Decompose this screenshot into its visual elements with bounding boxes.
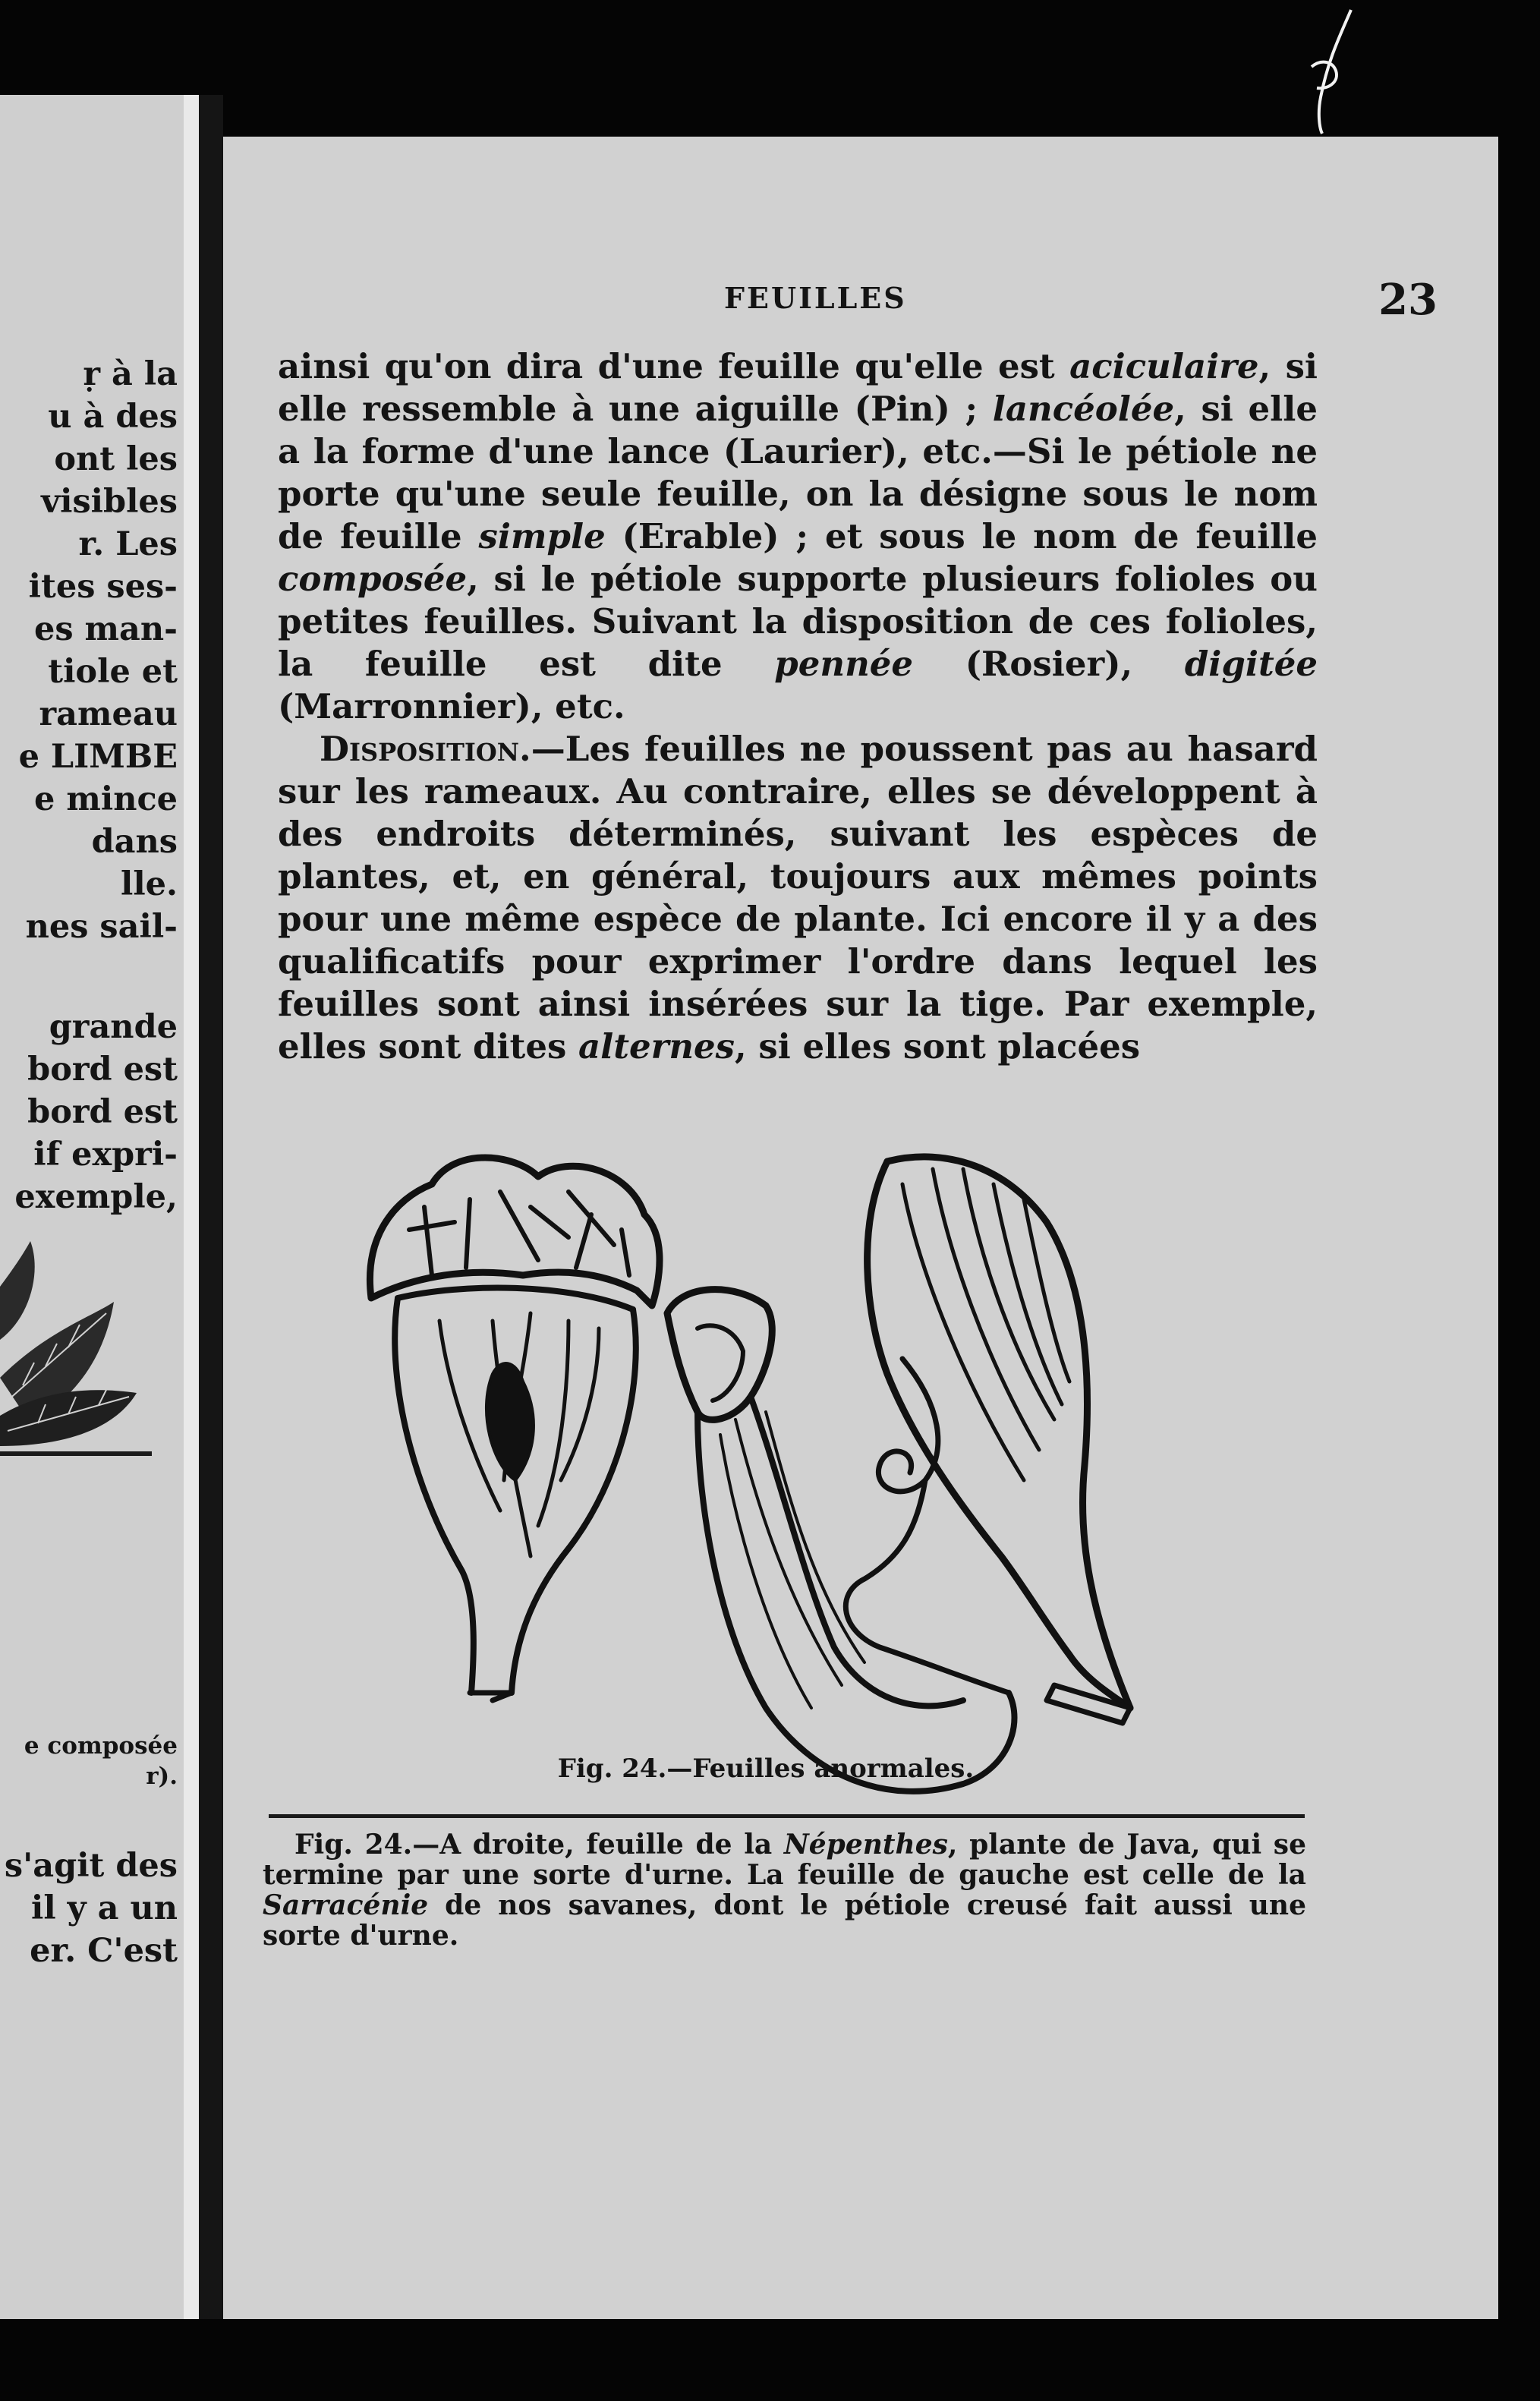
paragraph-disposition: Disposition.—Les feuilles ne poussent pas au hasard sur les rameaux. Au contraire, elles se développent à des endroits déterminés, suivant les espèces de plantes, et, en général, toujours aux mêmes points pour une même espèce de plante. Ici encore il y a des qualificatifs pour exprimer l'ordre dans lequel les feuilles sont ainsi insérées sur la tige. Par exemple, elles sont dites alternes, si elles sont placées [278, 729, 1318, 1067]
previous-page [0, 95, 199, 2319]
book-gutter [199, 95, 223, 2319]
page-header [223, 275, 1498, 326]
paragraph-leaf-shapes: ainsi qu'on dira d'une feuille qu'elle est aciculaire, si elle ressemble à une aiguille (Pin) ; lancéolée, si elle a la forme d'une lance (Laurier), etc.—Si le pétiole ne porte qu'une seule feuille, on la désigne sous le nom de feuille simple (Erable) ; et sous le nom de feuille composée, si le pétiole supporte plusieurs folioles ou petites feuilles. Suivant la disposition de ces folioles, la feuille est dite pennée (Rosier), digitée (Marronnier), etc. [278, 346, 1318, 726]
body-text [278, 345, 1318, 1068]
running-head: FEUILLES [724, 281, 907, 315]
previous-page-text-middle: grande bord est bord est if expri- exemple, [14, 1008, 178, 1216]
figure-caption: Fig. 24.—Feuilles anormales. [557, 1753, 975, 1784]
previous-page-text-bottom: s'agit des il y a un er. C'est [4, 1847, 178, 1970]
page-edge [184, 95, 199, 2319]
section-heading: Disposition. [320, 729, 531, 769]
previous-page-text-top: ṛ à la u à des ont les visibles r. Les ites ses- es man- tiole et rameau e LIMBE e mince dans lle. nes sail- [18, 355, 178, 946]
footnote-rule [269, 1814, 1305, 1818]
pitcher-middle-lid [667, 1290, 772, 1420]
previous-page-leaf-illustration [0, 1241, 175, 1590]
pitcher-left-body [395, 1298, 636, 1693]
previous-page-caption: e composée r). [24, 1732, 178, 1790]
figure-footnote: Fig. 24.—A droite, feuille de la Népenthes, plante de Java, qui se termine par une sorte d'urne. La feuille de gauche est celle de la Sarracénie de nos savanes, dont le pétiole creusé fait aussi une sorte d'urne. [263, 1829, 1306, 1952]
page-number: 23 [1378, 275, 1438, 325]
pencil-annotation [1298, 6, 1366, 143]
book-page [223, 137, 1498, 2319]
pitcher-left-lid [370, 1158, 660, 1306]
